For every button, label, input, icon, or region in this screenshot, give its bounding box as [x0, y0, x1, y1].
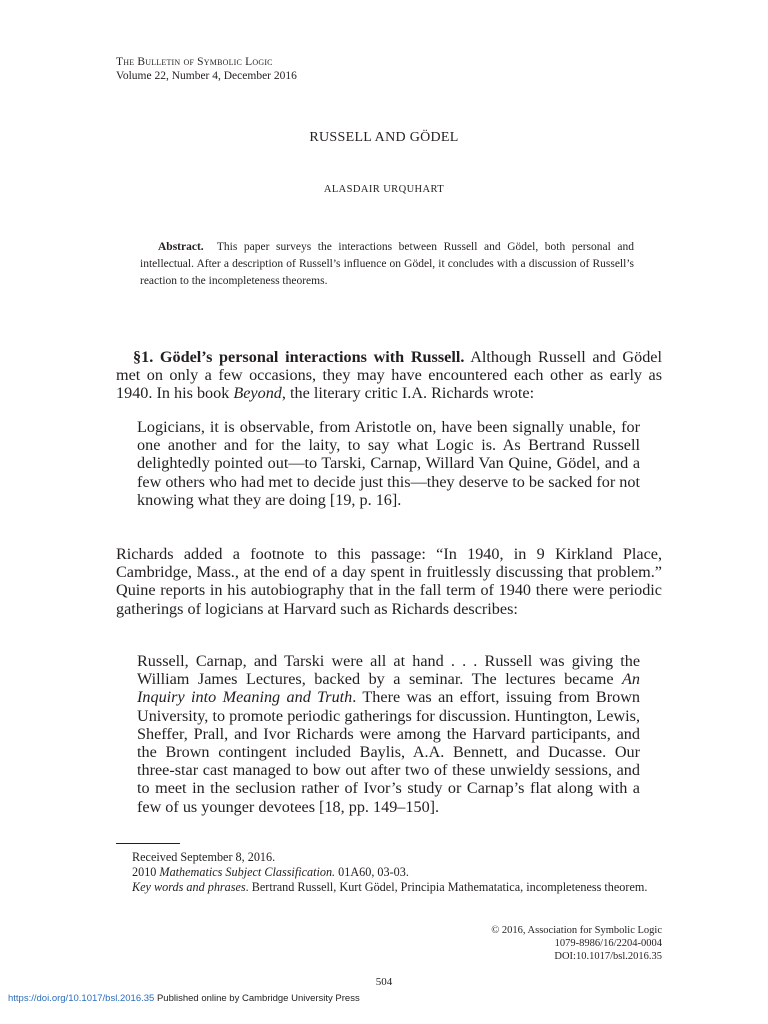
page-number: 504: [375, 976, 393, 988]
paragraph-text: Richards added a footnote to this passage: “In 1940, in 9 Kirkland Place, Cambridge, Mass., at the end of a day spent in fruitlessly discussing that problem.” Quine reports in his autobiography that in the fall term of 1940 there were periodic gatherings of logicians at Harvard such as Richards describes:: [116, 545, 662, 618]
copyright-line: © 2016, Association for Symbolic Logic: [491, 925, 662, 936]
section-1-paragraph-2: [116, 545, 662, 618]
paragraph-text: , the literary critic I.A. Richards wrote:: [281, 384, 535, 403]
publisher-strip: [8, 993, 360, 1004]
quote-text: . There was an effort, issuing from Brown University, to promote periodic gatherings for discussion. Huntington, Lewis, Sheffer, Prall, and Ivor Richards were among the Harvard participants, and the Brown contingent included Baylis, A.A. Bennett, and Ducasse. Our three-star cast managed to bow out after two of these unwieldy sessions, and to meet in the seclusion rather of Ivor’s study or Carnap’s flat along with a few of us younger devotees [18, pp. 149–150].: [137, 688, 640, 816]
paper-title: RUSSELL AND GÖDEL: [309, 130, 459, 145]
journal-name: The Bulletin of Symbolic Logic: [116, 56, 273, 68]
quote-text: Russell, Carnap, and Tarski were all at hand . . . Russell was giving the William James Lectures, backed by a seminar. The lectures became: [137, 652, 640, 689]
block-quote-2: [137, 652, 640, 816]
doi-line: DOI:10.1017/bsl.2016.35: [554, 950, 662, 962]
published-note: Published online by Cambridge University Press: [154, 993, 360, 1004]
issn-line: 1079-8986/16/2204-0004: [554, 937, 662, 949]
block-quote-1: [137, 418, 640, 509]
msc-codes: 01A60, 03-03.: [335, 865, 409, 880]
quote-text: Logicians, it is observable, from Aristotle on, have been signally unable, for one another and for the laity, to say what Logic is. As Bertrand Russell delightedly pointed out—to Tarski, Carnap, Willard Van Quine, Gödel, and a few others who had met to decide just this—they deserve to be sacked for not knowing what they are doing [19, p. 16].: [137, 418, 640, 509]
keywords: [116, 880, 662, 895]
footnotes: [116, 850, 662, 896]
footnote-rule: [116, 843, 180, 844]
msc-label: Mathematics Subject Classification.: [159, 865, 336, 880]
paper-author: ALASDAIR URQUHART: [323, 184, 445, 195]
received-date: Received September 8, 2016.: [132, 850, 276, 864]
msc-year: 2010: [132, 865, 160, 880]
abstract-label: Abstract.: [158, 241, 204, 253]
book-title: An Inquiry into Meaning and Truth: [137, 670, 640, 707]
journal-volume: Volume 22, Number 4, December 2016: [116, 70, 297, 82]
keywords-label: Key words and phrases: [132, 880, 246, 895]
book-title: Beyond: [233, 384, 282, 403]
doi-link[interactable]: https://doi.org/10.1017/bsl.2016.35: [8, 993, 155, 1004]
abstract-text: This paper surveys the interactions between Russell and Gödel, both personal and intellectual. After a description of Russell’s influence on Gödel, it concludes with a discussion of Russell’s reaction to the incompleteness theorems.: [140, 241, 635, 287]
section-heading: §1. Gödel’s personal interactions with Russell.: [133, 348, 465, 366]
abstract: [140, 239, 634, 290]
journal-header: [116, 55, 297, 83]
keywords-text: . Bertrand Russell, Kurt Gödel, Principia Mathematatica, incompleteness theorem.: [245, 880, 648, 895]
msc-classification: [116, 865, 662, 880]
section-1-paragraph: [116, 348, 662, 403]
copyright-block: [491, 925, 662, 963]
paragraph-text: Although Russell and Gödel met on only a few occasions, they may have encountered each other as early as 1940. In his book: [116, 348, 662, 403]
